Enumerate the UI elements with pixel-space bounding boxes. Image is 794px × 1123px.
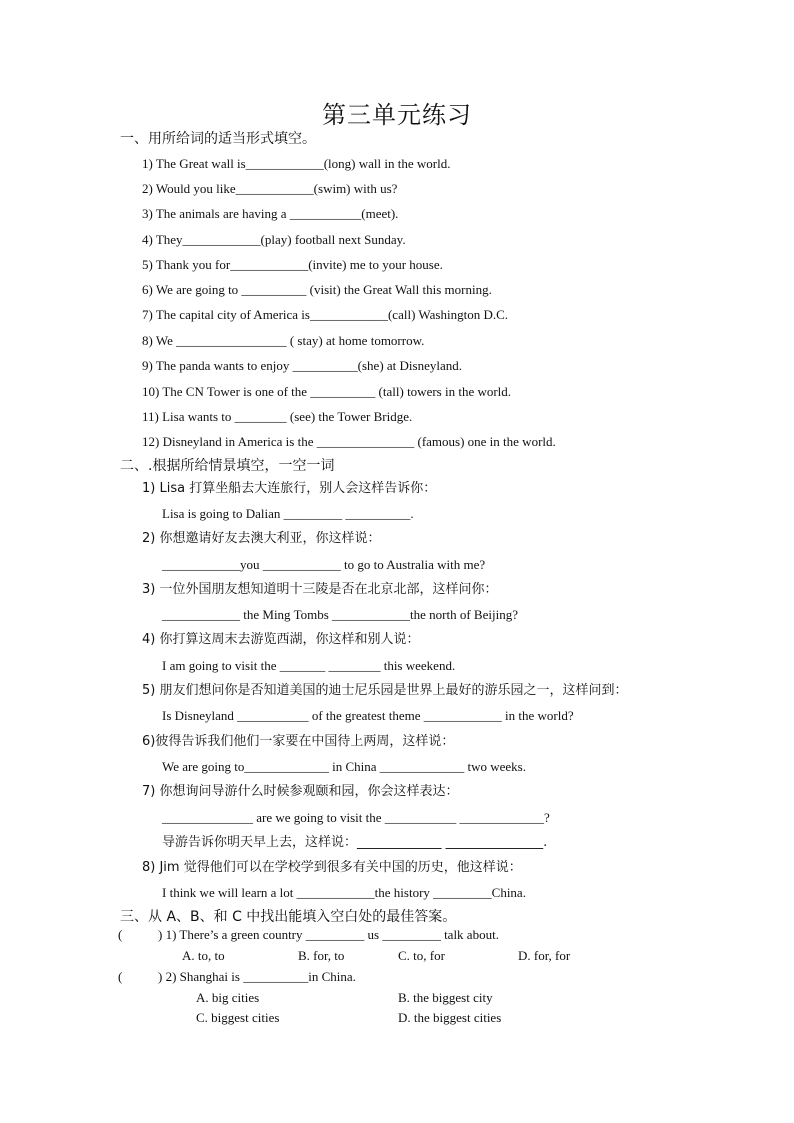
part2-prompt-4: 4) 你打算这周末去游览西湖，你这样和别人说： [142, 632, 420, 647]
part1-item-12: 12) Disneyland in America is the _______________ (famous) one in the world. [142, 434, 556, 449]
part2-answer-1: Lisa is going to Dalian _________ __________. [162, 506, 414, 521]
part2-answer-6: We are going to_____________ in China _____________ two weeks. [162, 759, 526, 774]
q1-option-a: A. to, to [182, 948, 225, 963]
part1-item-2: 2) Would you like____________(swim) with us? [142, 181, 398, 196]
section-2-heading: 二、.根据所给情景填空，一空一词 [120, 458, 335, 474]
part2-prompt-8: 8) Jim 觉得他们可以在学校学到很多有关中国的历史，他这样说： [142, 860, 522, 875]
q2-stem: ) 2) Shanghai is __________in China. [158, 969, 356, 984]
part2-prompt-5: 5) 朋友们想问你是否知道美国的迪士尼乐园是世界上最好的游乐园之一，这样问到： [142, 683, 628, 698]
q1-answer-paren: ( [118, 927, 123, 942]
part2-answer-4: I am going to visit the _______ ________ this weekend. [162, 658, 456, 673]
q1-stem: ) 1) There’s a green country _________ us _________ talk about. [158, 927, 499, 942]
section-3-heading: 三、从 A、B、和 C 中找出能填入空白处的最佳答案。 [120, 909, 457, 925]
q2-option-a: A. big cities [196, 990, 260, 1005]
q2-option-b: B. the biggest city [398, 990, 493, 1005]
part1-item-10: 10) The CN Tower is one of the __________ (tall) towers in the world. [142, 384, 512, 399]
part1-item-9: 9) The panda wants to enjoy __________(she) at Disneyland. [142, 358, 462, 373]
part2-prompt-7: 7) 你想询问导游什么时候参观颐和园，你会这样表达： [142, 784, 459, 799]
q1-option-d: D. for, for [518, 948, 571, 963]
part1-item-1: 1) The Great wall is____________(long) wall in the world. [142, 156, 451, 171]
part1-item-4: 4) They____________(play) football next Sunday. [142, 232, 406, 247]
part1-item-11: 11) Lisa wants to ________ (see) the Tower Bridge. [142, 409, 413, 424]
part1-item-6: 6) We are going to __________ (visit) the Great Wall this morning. [142, 282, 492, 297]
part2-prompt-3: 3) 一位外国朋友想知道明十三陵是否在北京北部，这样问你： [142, 582, 498, 597]
part1-item-5: 5) Thank you for____________(invite) me to your house. [142, 257, 443, 272]
q1-option-c: C. to, for [398, 948, 445, 963]
part2-prompt-2: 2) 你想邀请好友去澳大利亚，你这样说： [142, 531, 381, 546]
part2-prompt-1: 1) Lisa 打算坐船去大连旅行，别人会这样告诉你： [142, 481, 437, 496]
page-title: 第三单元练习 [322, 101, 472, 129]
q2-option-d: D. the biggest cities [398, 1010, 502, 1025]
part2-answer-2: ____________you ____________ to go to Australia with me? [162, 557, 486, 572]
q2-answer-paren: ( [118, 969, 123, 984]
part2-answer-8: I think we will learn a lot ____________the history _________China. [162, 885, 526, 900]
part1-item-3: 3) The animals are having a ___________(meet). [142, 206, 399, 221]
q1-option-b: B. for, to [298, 948, 345, 963]
part2-answer-7: ______________ are we going to visit the ___________ _____________? [162, 810, 550, 825]
part2-answer-5: Is Disneyland ___________ of the greatest theme ____________ in the world? [162, 708, 574, 723]
part2-answer-3: ____________ the Ming Tombs ____________the north of Beijing? [162, 607, 518, 622]
q2-option-c: C. biggest cities [196, 1010, 280, 1025]
part2-guide-answer: 导游告诉你明天早上去，这样说：_____________ _______________. [162, 835, 548, 850]
part2-prompt-6: 6)彼得告诉我们他们一家要在中国待上两周，这样说： [142, 734, 455, 749]
part1-item-7: 7) The capital city of America is____________(call) Washington D.C. [142, 307, 509, 322]
section-1-heading: 一、用所给词的适当形式填空。 [120, 131, 316, 147]
part1-item-8: 8) We _________________ ( stay) at home tomorrow. [142, 333, 425, 348]
